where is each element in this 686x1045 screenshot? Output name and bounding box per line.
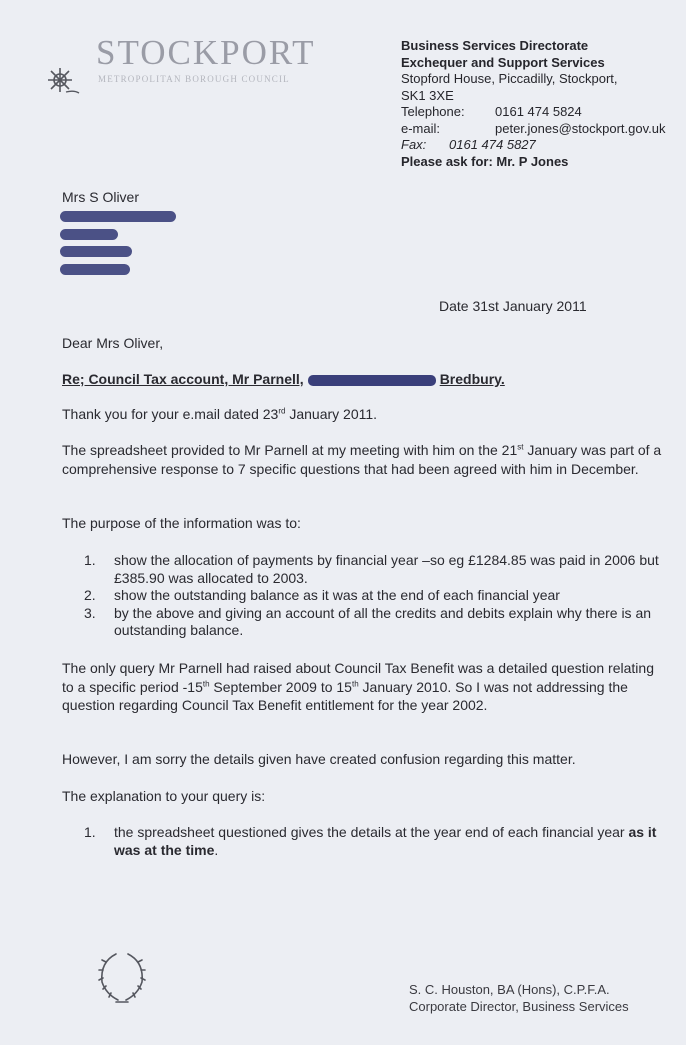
list-item: 1. show the allocation of payments by financial year –so eg £1284.85 was paid in 2006 but £385.90 was allocated to 2003. — [84, 552, 659, 586]
explanation-list — [84, 824, 664, 859]
telephone-row — [401, 104, 666, 121]
redacted-street — [308, 375, 436, 386]
signatory-name: S. C. Houston, BA (Hons), C.P.F.A. — [409, 982, 610, 997]
redacted-address-line — [60, 229, 118, 240]
signature-block — [409, 981, 629, 1015]
email-label: e-mail: — [401, 120, 441, 136]
telephone-value: 0161 474 5824 — [495, 104, 582, 119]
subject-part-2: Bredbury. — [439, 371, 505, 387]
ask-for: Please ask for: Mr. P Jones — [401, 153, 569, 169]
subject-line — [62, 370, 662, 389]
logo-subline: METROPOLITAN BOROUGH COUNCIL — [98, 74, 290, 84]
telephone-label: Telephone: — [401, 104, 465, 119]
salutation: Dear Mrs Oliver, — [62, 335, 164, 351]
signatory-title: Corporate Director, Business Services — [409, 999, 629, 1014]
directorate: Business Services Directorate — [401, 38, 589, 53]
recipient-name: Mrs S Oliver — [62, 189, 139, 205]
redacted-address-line — [60, 246, 132, 257]
paragraph-4: The only query Mr Parnell had raised about Council Tax Benefit was a detailed question relating to a specific period -15th September 2009 to 15th January 2010. So I was not addressing the question regarding Council Tax Benefit entitlement for the year 2002. — [62, 660, 654, 713]
fax-row — [401, 137, 666, 154]
fax-value: 0161 474 5827 — [449, 137, 536, 152]
address-line-2: SK1 3XE — [401, 87, 454, 103]
paragraph-2: The spreadsheet provided to Mr Parnell at my meeting with him on the 21st January was part of a comprehensive response to 7 specific questions that had been agreed with him in December. — [62, 442, 662, 477]
sender-header — [401, 38, 666, 170]
paragraph-6: The explanation to your query is: — [62, 788, 266, 804]
list-item: 3. by the above and giving an account of all the credits and debits explain why there is an outstanding balance. — [84, 604, 652, 638]
letter-date: Date 31st January 2011 — [439, 298, 587, 314]
council-crest-icon — [40, 60, 80, 100]
subject-part-1: Re; Council Tax account, Mr Parnell, — [62, 371, 304, 387]
email-value: peter.jones@stockport.gov.uk — [495, 120, 666, 136]
logo-wordmark: STOCKPORT — [96, 33, 316, 72]
address-line-1: Stopford House, Piccadilly, Stockport, — [401, 71, 618, 86]
email-row — [401, 121, 666, 138]
redacted-address-line — [60, 264, 130, 275]
list-item: 1. the spreadsheet questioned gives the details at the year end of each financial year as it was at the time. — [84, 824, 657, 858]
paragraph-1: Thank you for your e.mail dated 23rd January 2011. — [62, 406, 378, 422]
list-item: 2. show the outstanding balance as it was at the end of each financial year — [84, 587, 560, 603]
paragraph-5: However, I am sorry the details given have created confusion regarding this matter. — [62, 751, 576, 767]
service-name: Exchequer and Support Services — [401, 54, 605, 70]
paragraph-3: The purpose of the information was to: — [62, 515, 301, 531]
fax-label: Fax: — [401, 137, 427, 152]
purpose-list — [84, 552, 664, 640]
wreath-emblem-icon — [92, 948, 152, 1008]
redacted-address-line — [60, 211, 176, 222]
